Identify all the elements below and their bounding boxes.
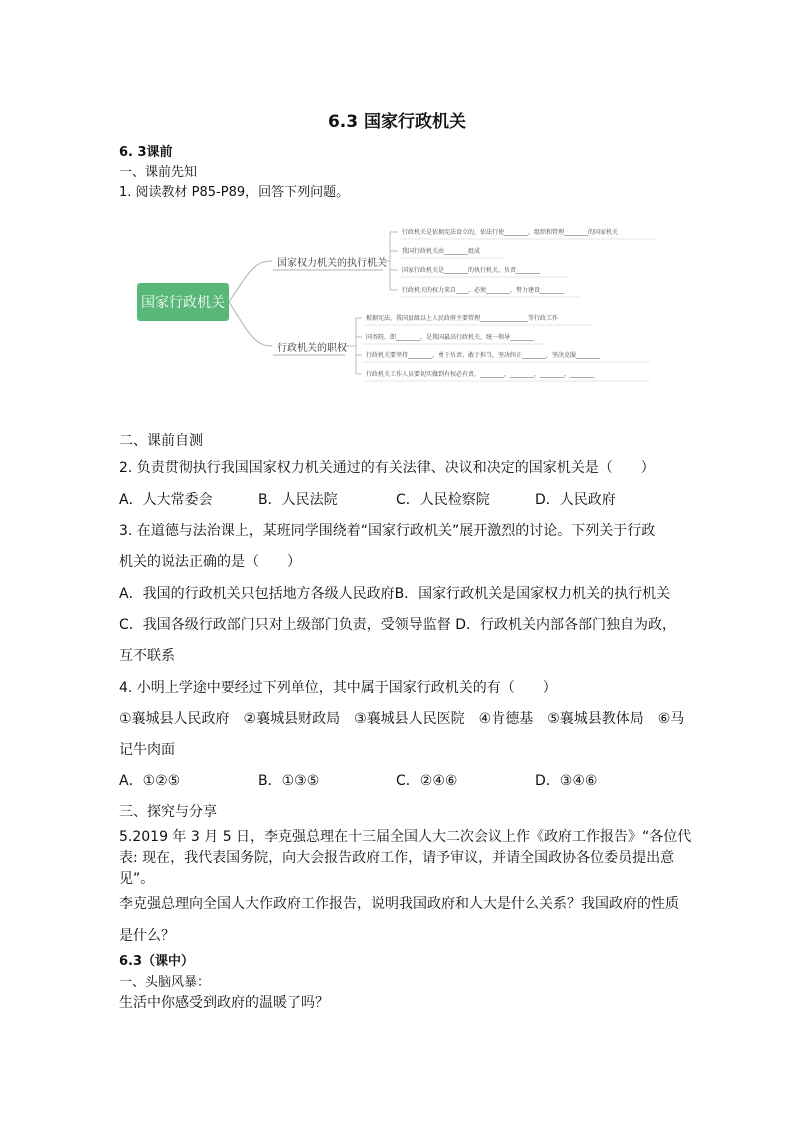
question-4-items: 记牛肉面 bbox=[119, 742, 175, 758]
question-4-items: ①襄城县人民政府 ②襄城县财政局 ③襄城县人民医院 ④肯德基 ⑤襄城县教体局 ⑥马 bbox=[119, 711, 685, 727]
question-5-text: 见”。 bbox=[119, 871, 155, 887]
page-title: 6.3 国家行政机关 bbox=[327, 112, 467, 132]
question-4-option: A．①②⑤ bbox=[119, 773, 181, 789]
question-4-stem: 4. 小明上学途中要经过下列单位，其中属于国家行政机关的有（ ） bbox=[119, 680, 557, 696]
question-3-options: C．我国各级行政部门只对上级部门负责，受领导监督 D．行政机关内部各部门独自为政， bbox=[119, 617, 677, 633]
mindmap-leaf: 国家行政机关是________的执行机关，负责________ bbox=[402, 267, 541, 274]
question-5-text: 是什么？ bbox=[119, 928, 175, 944]
question-2-option: D．人民政府 bbox=[535, 492, 616, 508]
question-5-text: 5.2019 年 3 月 5 日，李克强总理在十三届全国人大二次会议上作《政府工作报告》“各位代 bbox=[119, 829, 692, 845]
section-title-1: 一、课前先知 bbox=[119, 165, 198, 180]
inclass-section-1: 一、头脑风暴： bbox=[119, 975, 211, 990]
mindmap-leaf: 行政机关的权力来自____，必须________，努力建设________ bbox=[402, 287, 565, 294]
question-2-option: B．人民法院 bbox=[258, 492, 338, 508]
question-4-option: D．③④⑥ bbox=[535, 773, 598, 789]
section-heading-inclass: 6.3（课中） bbox=[119, 954, 195, 969]
question-3-options: 互不联系 bbox=[119, 648, 175, 664]
question-3-stem: 3. 在道德与法治课上，某班同学围绕着“国家行政机关”展开激烈的讨论。下列关于行政 bbox=[119, 523, 656, 539]
mindmap-branch-powers: 行政机关的职权 bbox=[277, 343, 347, 354]
mindmap-leaf: 国务院，即________，是我国最高行政机关，统一领导________ bbox=[366, 334, 535, 341]
mindmap-root: 国家行政机关 bbox=[137, 283, 229, 321]
mindmap-leaf: 我国行政机关由________组成 bbox=[402, 248, 481, 255]
mindmap-leaf: 行政机关工作人员要切实做到有权必有责，________，________，________，________ bbox=[366, 371, 595, 378]
section-title-3: 三、探究与分享 bbox=[119, 804, 217, 820]
mindmap-leaf: 行政机关是依据宪法设立的，依法行使________，组织和管理________的国家机关 bbox=[402, 229, 619, 236]
question-4-option: B．①③⑤ bbox=[258, 773, 320, 789]
question-3-stem: 机关的说法正确的是（ ） bbox=[119, 554, 301, 570]
question-3-options: A．我国的行政机关只包括地方各级人民政府B．国家行政机关是国家权力机关的执行机关 bbox=[119, 586, 671, 602]
question-5-text: 表: 现在，我代表国务院，向大会报告政府工作，请予审议，并请全国政协各位委员提出意 bbox=[119, 850, 675, 866]
question-2-option: C．人民检察院 bbox=[396, 492, 490, 508]
section-heading-preclass: 6. 3课前 bbox=[119, 145, 173, 160]
mindmap-branch-executive: 国家权力机关的执行机关 bbox=[277, 258, 387, 269]
question-5-text: 李克强总理向全国人大作政府工作报告，说明我国政府和人大是什么关系？我国政府的性质 bbox=[119, 896, 679, 912]
section-title-2: 二、课前自测 bbox=[119, 433, 203, 449]
question-4-option: C．②④⑥ bbox=[396, 773, 458, 789]
question-2-stem: 2. 负责贯彻执行我国国家权力机关通过的有关法律、决议和决定的国家机关是（ ） bbox=[119, 460, 655, 476]
mindmap-leaf: 根据宪法，我国县级以上人民政府主要管理________________等行政工作 bbox=[366, 315, 559, 322]
mindmap-leaf: 行政机关要坚持________，勇于负责、敢于担当，坚决纠正________，坚决克服________ bbox=[366, 352, 601, 359]
question-1: 1. 阅读教材 P85-P89，回答下列问题。 bbox=[119, 185, 350, 200]
inclass-line-1: 生活中你感受到政府的温暖了吗？ bbox=[119, 995, 329, 1011]
question-2-option: A．人大常委会 bbox=[119, 492, 213, 508]
